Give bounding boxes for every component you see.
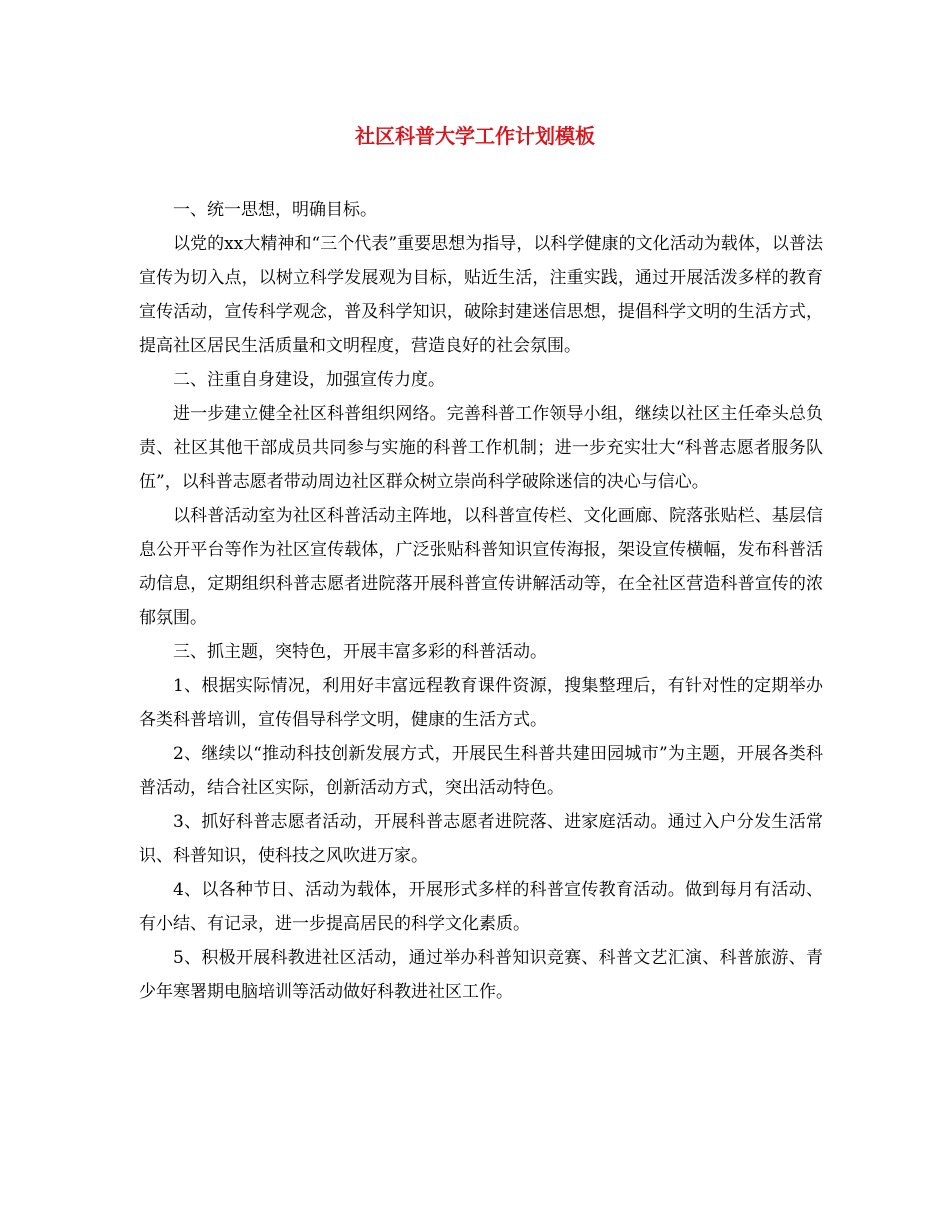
paragraph: 以党的xx大精神和“三个代表”重要思想为指导，以科学健康的文化活动为载体，以普法宣传为切入点，以树立科学发展观为目标，贴近生活，注重实践，通过开展活泼多样的教育宣传活动，宣传科学观念，普及科学知识，破除封建迷信思想，提倡科学文明的生活方式，提高社区居民生活质量和文明程度，营造良好的社会氛围。 [139, 234, 823, 356]
list-item: 3、抓好科普志愿者活动，开展科普志愿者进院落、进家庭活动。通过入户分发生活常识、科普知识，使科技之风吹进万家。 [139, 812, 823, 866]
paragraph: 进一步建立健全社区科普组织网络。完善科普工作领导小组，继续以社区主任牵头总负责、社区其他干部成员共同参与实施的科普工作机制；进一步充实壮大“科普志愿者服务队伍”，以科普志愿者带动周边社区群众树立崇尚科学破除迷信的决心与信心。 [139, 404, 823, 492]
section-heading-1: 一、统一思想，明确目标。 [173, 200, 377, 220]
document-body [139, 193, 823, 1009]
paragraph: 以科普活动室为社区科普活动主阵地，以科普宣传栏、文化画廊、院落张贴栏、基层信息公开平台等作为社区宣传载体，广泛张贴科普知识宣传海报，架设宣传横幅，发布科普活动信息，定期组织科普志愿者进院落开展科普宣传讲解活动等，在全社区营造科普宣传的浓郁氛围。 [139, 506, 823, 628]
section-heading-2: 二、注重自身建设，加强宣传力度。 [173, 370, 445, 390]
document-title: 社区科普大学工作计划模板 [355, 124, 595, 148]
section-heading-3: 三、抓主题，突特色，开展丰富多彩的科普活动。 [173, 642, 547, 662]
list-item: 5、积极开展科教进社区活动，通过举办科普知识竞赛、科普文艺汇演、科普旅游、青少年寒署期电脑培训等活动做好科教进社区工作。 [139, 948, 823, 1002]
list-item: 4、以各种节日、活动为载体，开展形式多样的科普宣传教育活动。做到每月有活动、有小结、有记录，进一步提高居民的科学文化素质。 [139, 880, 823, 934]
list-item: 2、继续以“推动科技创新发展方式，开展民生科普共建田园城市”为主题，开展各类科普活动，结合社区实际，创新活动方式，突出活动特色。 [139, 744, 823, 798]
list-item: 1、根据实际情况，利用好丰富远程教育课件资源，搜集整理后，有针对性的定期举办各类科普培训，宣传倡导科学文明，健康的生活方式。 [139, 676, 823, 730]
